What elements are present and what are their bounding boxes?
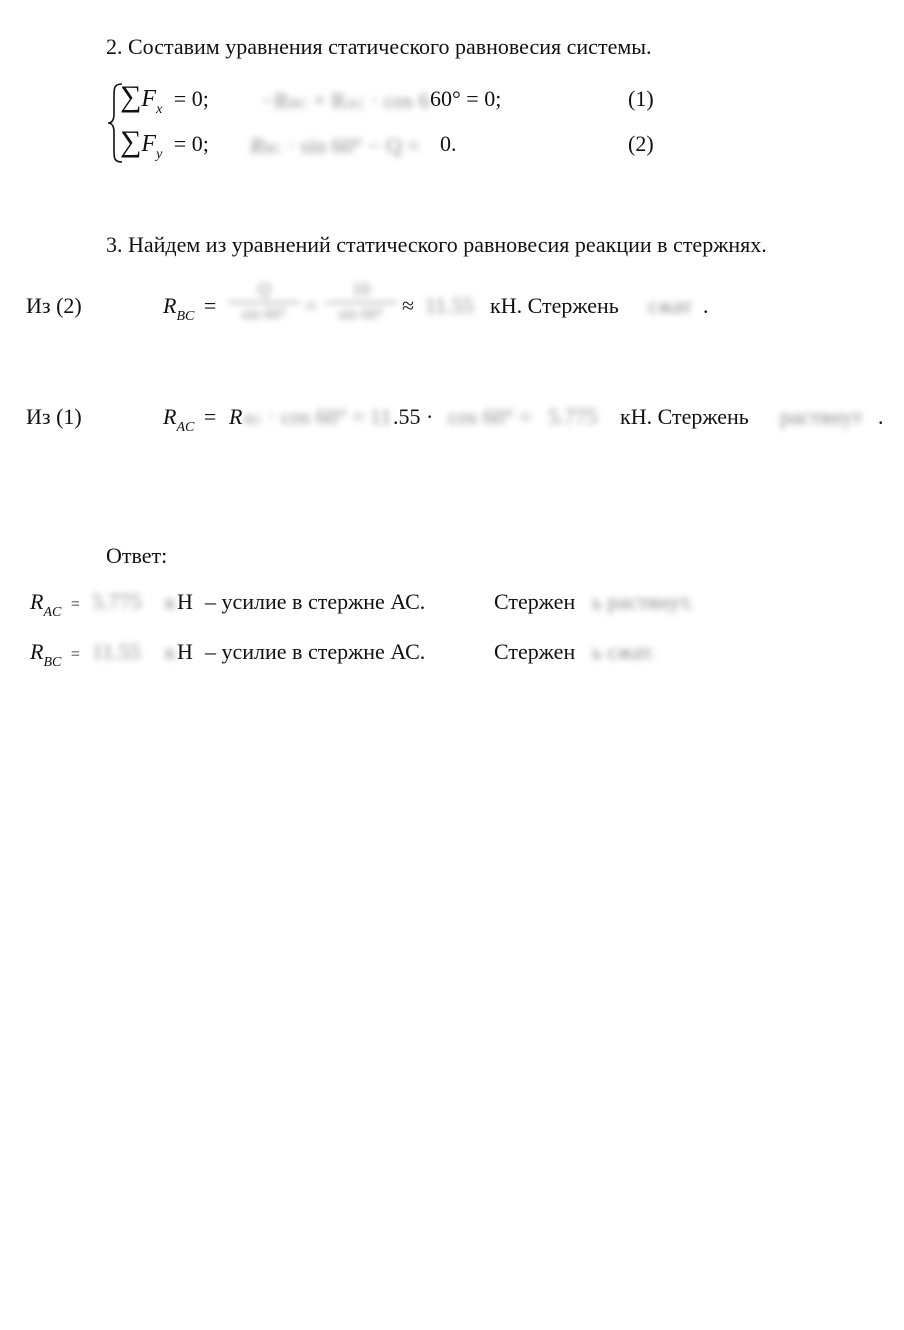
eq2-number: (2) xyxy=(628,131,654,156)
answer-line1-var: $R_{AC}$ = xyxy=(30,589,80,620)
from1-unit: кН. Стержень xyxy=(620,404,749,429)
from2-fraction-2: 10 sin 60° xyxy=(325,278,397,325)
from1-end: . xyxy=(878,404,884,429)
answer-line2-rod-state: ь сжат. xyxy=(592,639,656,664)
force-var: F xyxy=(141,131,157,157)
answer-line2-rod: Стержен xyxy=(494,639,576,664)
step3-heading: 3. Найдем из уравнений статического равновесия реакции в стержнях. xyxy=(106,232,767,257)
sum-symbol: ∑ xyxy=(120,80,142,113)
eq2-equals: = 0; xyxy=(173,131,209,156)
answer-line2-unit: Н xyxy=(177,639,193,664)
from2-end: . xyxy=(703,293,709,318)
from1-expr-visible: .55 · xyxy=(393,404,434,429)
from1-expr-blurred: BC · cos 60° = 11 xyxy=(244,404,392,429)
eq1-tail: 60° = 0; xyxy=(430,86,502,111)
answer-line1-value: 5.775 xyxy=(92,589,142,614)
force-var: F xyxy=(141,86,157,112)
eq1-blurred-terms: −RBC + RAC · cos 6 xyxy=(262,88,430,113)
step2-heading: 2. Составим уравнения статического равновесия системы. xyxy=(106,34,652,59)
eq1-number: (1) xyxy=(628,86,654,111)
answer-line2-desc: – усилие в стержне АС. xyxy=(205,639,426,664)
from1-result: 5.775 xyxy=(548,404,598,429)
from1-label: Из (1) xyxy=(26,404,82,429)
force-sub: x xyxy=(156,102,163,117)
from1-state: растянут xyxy=(780,404,863,429)
from2-state: сжат xyxy=(648,293,692,318)
from2-approx: ≈ xyxy=(402,293,415,318)
answer-heading: Ответ: xyxy=(106,543,168,568)
equation-2 xyxy=(120,127,209,161)
answer-line1-rod: Стержен xyxy=(494,589,576,614)
equation-1 xyxy=(120,82,209,116)
answer-line2-unit-blur: к xyxy=(165,639,176,664)
answer-line1-unit-blur: к xyxy=(165,589,176,614)
from2-label: Из (2) xyxy=(26,293,82,318)
answer-line2-value: 11.55 xyxy=(92,639,141,664)
answer-line1-unit: Н xyxy=(177,589,193,614)
from1-expr-start: R xyxy=(229,404,243,429)
from2-unit: кН. Стержень xyxy=(490,293,619,318)
force-sub: y xyxy=(156,147,163,162)
eq1-equals: = 0; xyxy=(173,86,209,111)
from1-var: $R_{AC}$ = xyxy=(163,404,217,435)
answer-line1-rod-state: ь растянут. xyxy=(592,589,694,614)
from2-value: 11.55 xyxy=(425,293,474,318)
from1-cos-blurred: cos 60° = xyxy=(448,404,532,429)
answer-line1-desc: – усилие в стержне АС. xyxy=(205,589,426,614)
sum-symbol: ∑ xyxy=(120,125,142,158)
from2-fraction-1: Q sin 60° xyxy=(228,278,300,325)
eq2-tail: 0. xyxy=(440,131,457,156)
from2-equals-blurred: = xyxy=(305,293,318,318)
answer-line2-var: $R_{BC}$ = xyxy=(30,639,80,670)
from2-var: $R_{BC}$ = xyxy=(163,293,217,324)
eq2-blurred-terms: RBC · sin 60° − Q = xyxy=(250,133,420,158)
